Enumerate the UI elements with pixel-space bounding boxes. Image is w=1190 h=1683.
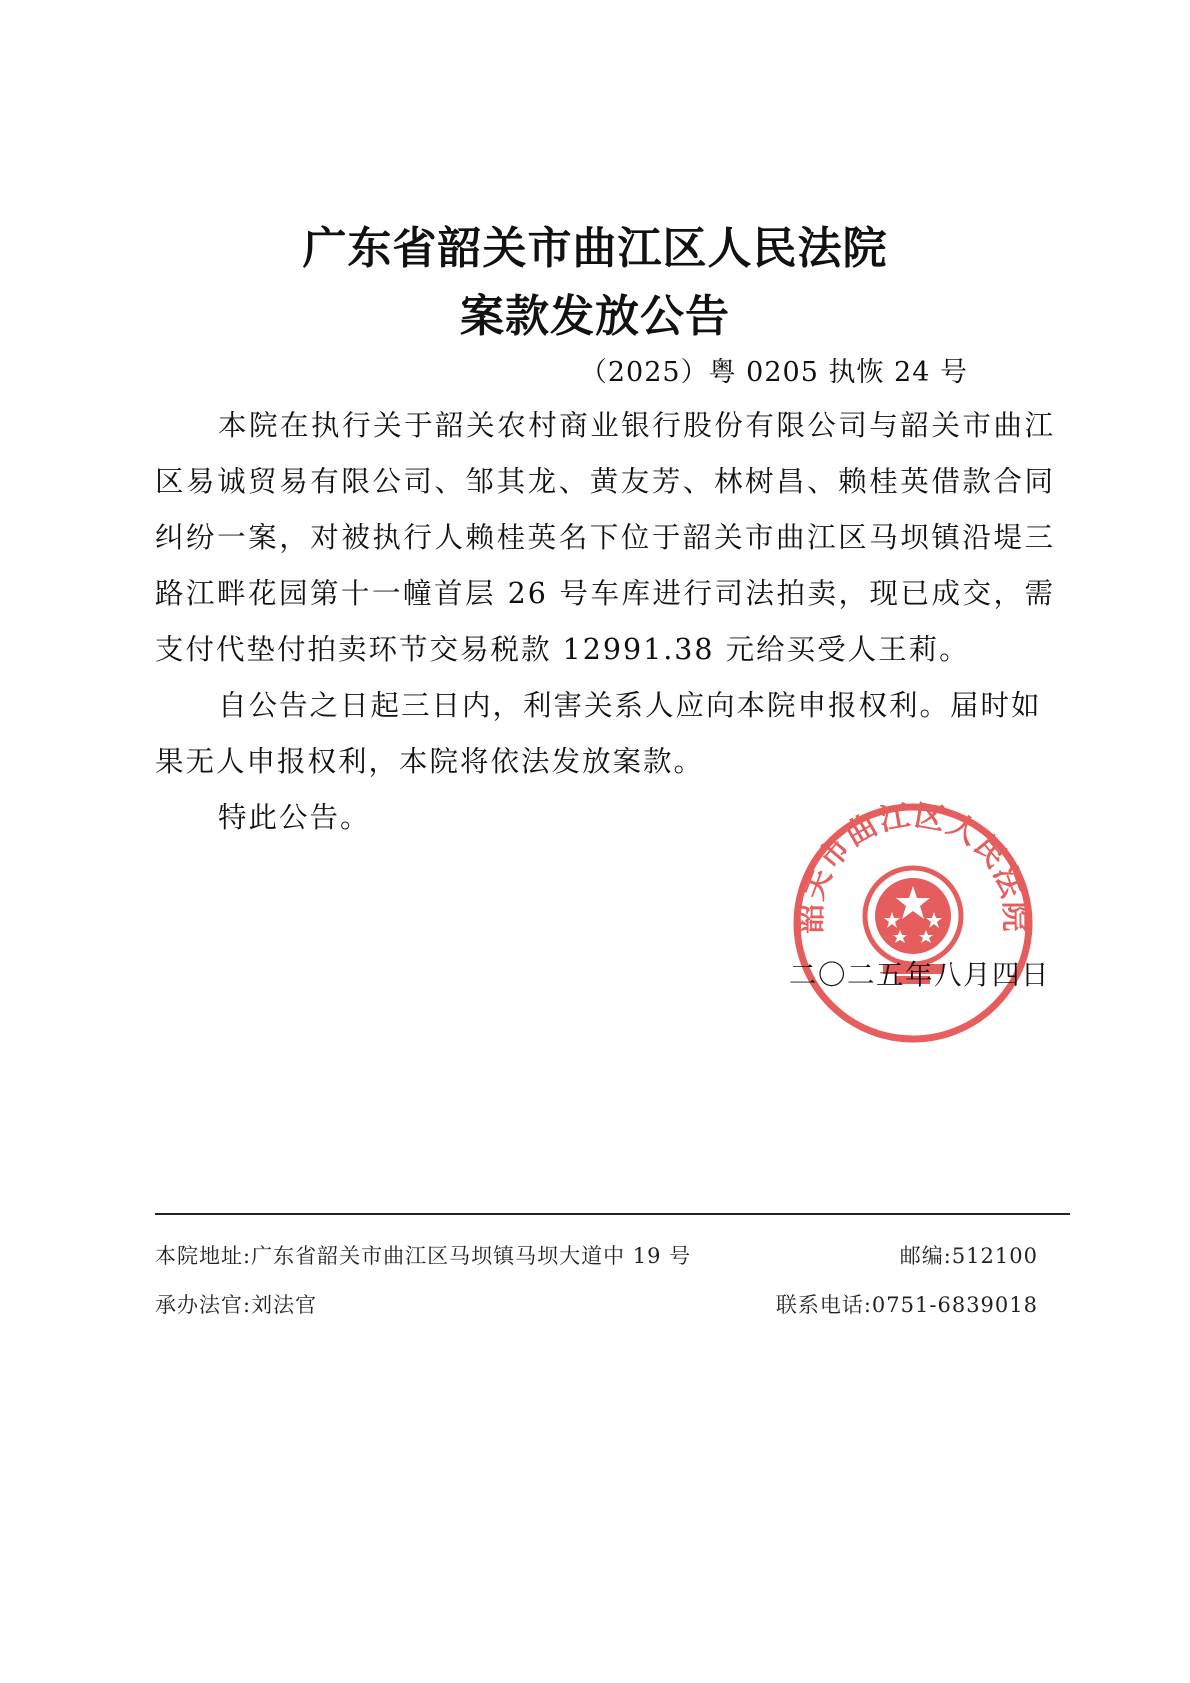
footer-phone: 联系电话:0751-6839018 [775, 1293, 1038, 1317]
court-seal-stamp [788, 798, 1038, 1048]
notice-paragraph-main: 本院在执行关于韶关农村商业银行股份有限公司与韶关市曲江区易诚贸易有限公司、邹其龙、黄友芳、林树昌、赖桂英借款合同纠纷一案，对被执行人赖桂英名下位于韶关市曲江区马坝镇沿堤三路江畔花园第十一幢首层 26 号车库进行司法拍卖，现已成交，需支付代垫付拍卖环节交易税款 12991.38 元给买受人王莉。 [155, 409, 1055, 666]
seal-text: 韶关市曲江区人民法院 [793, 798, 1033, 934]
signature-date: 二〇二五年八月四日 [789, 959, 1050, 991]
footer-judge: 承办法官:刘法官 [155, 1293, 318, 1317]
footer-address: 本院地址:广东省韶关市曲江区马坝镇马坝大道中 19 号 [155, 1244, 692, 1268]
notice-paragraph-claim: 自公告之日起三日内，利害关系人应向本院申报权利。届时如果无人申报权利，本院将依法发放案款。 [155, 689, 1042, 778]
case-number: （2025）粤 0205 执恢 24 号 [579, 357, 968, 388]
footer-postcode: 邮编:512100 [899, 1244, 1038, 1268]
footer-divider [155, 1213, 1070, 1215]
court-name-title: 广东省韶关市曲江区人民法院 [302, 223, 888, 274]
notice-paragraph-closing: 特此公告。 [218, 801, 371, 834]
notice-title: 案款发放公告 [460, 291, 730, 342]
